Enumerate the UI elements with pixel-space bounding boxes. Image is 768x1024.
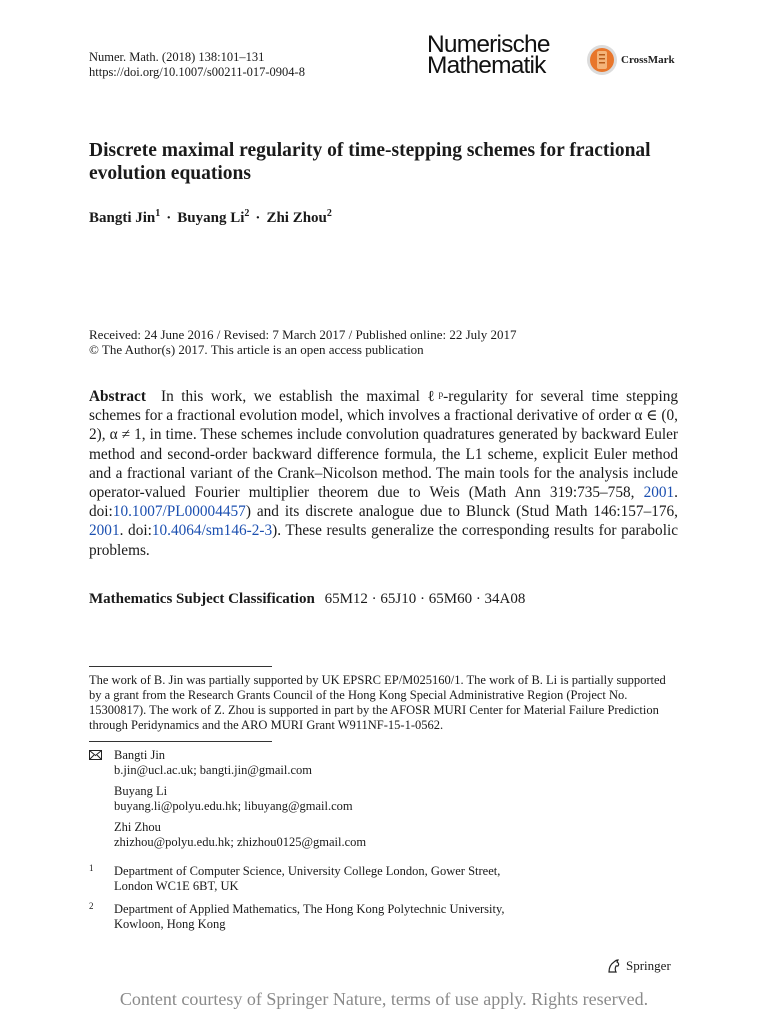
crossmark-badge[interactable]	[586, 44, 675, 76]
footnote-divider	[89, 666, 272, 667]
publication-history	[89, 327, 517, 357]
abstract-text: . doi:	[119, 522, 152, 540]
crossmark-label: CrossMark	[621, 54, 675, 66]
author-separator: ·	[166, 210, 172, 226]
contact-entry	[89, 748, 678, 778]
abstract-text: In this work, we establish the maximal ℓᵖ-regularity for several time stepping schemes for a fractional evolution model, which involves a fractional derivative of order α ∈ (0, 2), α ≠ 1, in time. These schemes include convolution quadratures generated by backward Euler method and second-order backward difference formula, the L1 scheme, explicit Euler method and a fractional variant of the Crank–Nicolson method. The main tools for the analysis include operator-valued Fourier multiplier theorem due to Weis (Math Ann 319:735–758,	[89, 388, 678, 502]
affiliation-line: Department of Applied Mathematics, The Hong Kong Polytechnic University,	[114, 902, 505, 916]
doi-link[interactable]: 10.4064/sm146-2-3	[151, 522, 273, 540]
abstract-text: ). These results generalize the corresponding results for parabolic problems.	[89, 522, 678, 559]
msc-heading: Mathematics Subject Classification	[89, 591, 315, 607]
subject-classification	[89, 591, 525, 608]
author-affil-marker: 2	[326, 208, 332, 219]
affiliation-line: Department of Computer Science, University College London, Gower Street,	[114, 864, 501, 878]
springer-horse-icon	[606, 958, 622, 974]
abstract	[89, 387, 678, 560]
footnote-divider	[89, 741, 272, 742]
contact-email[interactable]: zhizhou@polyu.edu.hk; zhizhou0125@gmail.com	[114, 835, 367, 849]
citation-year-link[interactable]: 2001	[89, 522, 120, 540]
article-title: Discrete maximal regularity of time-stepping schemes for fractional evolution equations	[89, 140, 651, 184]
doi-link[interactable]: https://doi.org/10.1007/s00211-017-0904-8	[89, 65, 305, 79]
journal-name-line1: Numerische	[427, 31, 550, 58]
author-name: Bangti Jin	[89, 210, 156, 226]
envelope-icon	[89, 750, 102, 760]
journal-reference	[89, 50, 305, 80]
publisher-logo	[606, 958, 671, 974]
affiliation-line: London WC1E 6BT, UK	[114, 879, 239, 893]
contact-email[interactable]: buyang.li@polyu.edu.hk; libuyang@gmail.com	[114, 799, 353, 813]
contact-entry	[89, 784, 678, 814]
affiliation-entry	[89, 902, 678, 932]
affiliation-line: Kowloon, Hong Kong	[114, 917, 226, 931]
doi-link[interactable]: 10.1007/PL00004457	[112, 503, 246, 521]
contact-name: Buyang Li	[114, 784, 168, 798]
contact-entry	[89, 820, 678, 850]
publisher-name: Springer	[626, 958, 671, 973]
citation-year-link[interactable]: 2001	[643, 484, 675, 502]
abstract-text: ) and its discrete analogue due to Blunck (Stud Math 146:157–176,	[245, 503, 678, 521]
contact-name: Bangti Jin	[114, 748, 166, 762]
dates-line: Received: 24 June 2016 / Revised: 7 March 2017 / Published online: 22 July 2017	[89, 327, 517, 342]
journal-logo	[427, 31, 550, 79]
author-name: Zhi Zhou	[266, 210, 327, 226]
author-list	[89, 208, 332, 227]
journal-name-line2: Mathematik	[427, 52, 546, 79]
contact-list	[89, 748, 678, 856]
crossmark-icon	[586, 44, 618, 76]
funding-note: The work of B. Jin was partially supported by UK EPSRC EP/M025160/1. The work of B. Li is partially supported by a grant from the Research Grants Council of the Hong Kong Special Administrative Region (Project No. 15300817). The work of Z. Zhou is supported in part by the AFOSR MURI Center for Material Failure Prediction through Peridynamics and the ARO MURI Grant W911NF-15-1-0562.	[89, 673, 666, 732]
affiliation-list	[89, 864, 678, 940]
license-line: © The Author(s) 2017. This article is an open access publication	[89, 342, 424, 357]
author-separator: ·	[255, 210, 261, 226]
affiliation-number: 1	[89, 863, 94, 873]
abstract-text: . doi:	[89, 484, 678, 521]
abstract-heading: Abstract	[89, 388, 146, 405]
author-affil-marker: 2	[244, 208, 250, 219]
author-affil-marker: 1	[155, 208, 161, 219]
journal-citation: Numer. Math. (2018) 138:101–131	[89, 50, 265, 64]
contact-email[interactable]: b.jin@ucl.ac.uk; bangti.jin@gmail.com	[114, 763, 312, 777]
courtesy-notice: Content courtesy of Springer Nature, terms of use apply. Rights reserved.	[119, 989, 649, 1009]
contact-name: Zhi Zhou	[114, 820, 161, 834]
author-name: Buyang Li	[177, 210, 245, 226]
msc-codes: 65M12 · 65J10 · 65M60 · 34A08	[324, 591, 526, 607]
affiliation-entry	[89, 864, 678, 894]
affiliation-number: 2	[89, 901, 94, 911]
